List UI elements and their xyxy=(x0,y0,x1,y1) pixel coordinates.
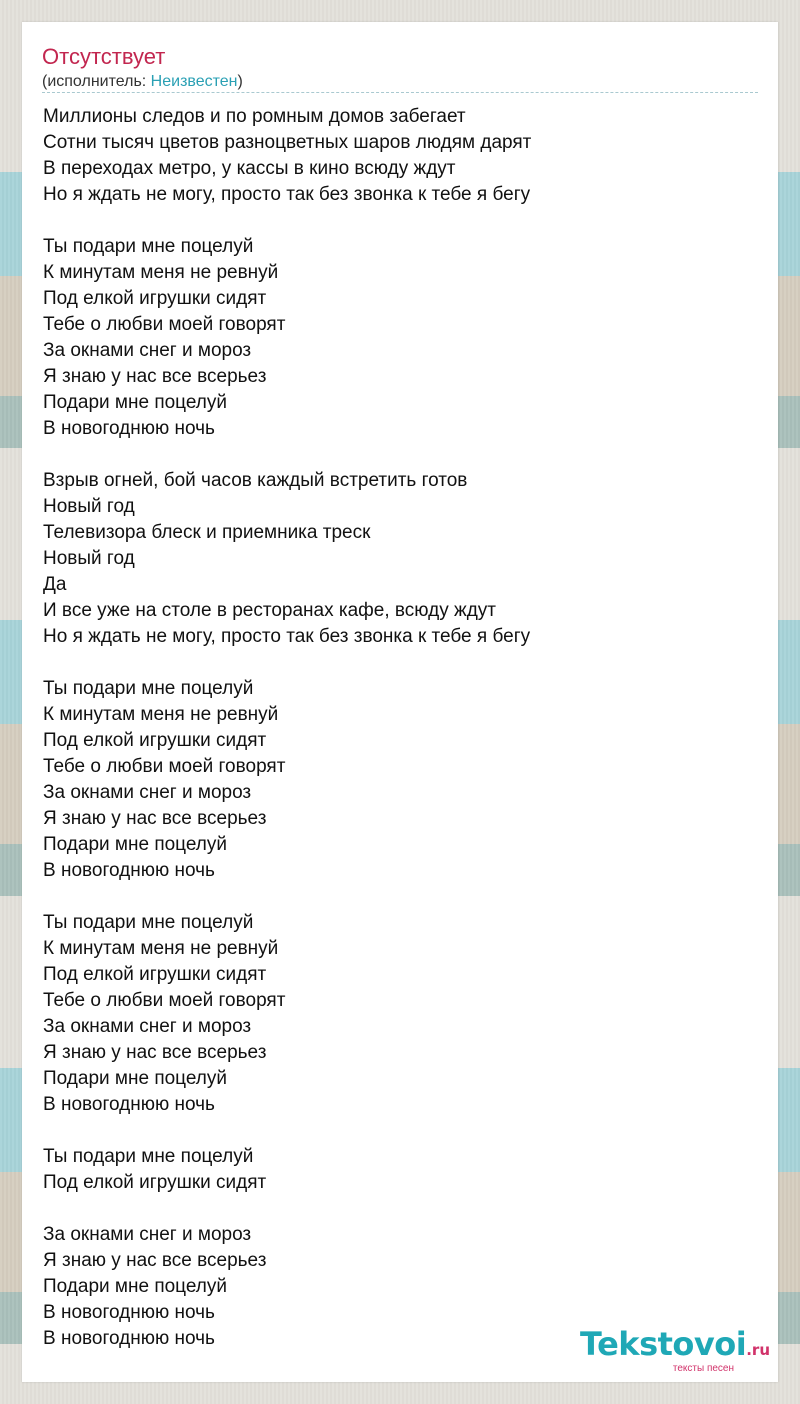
lyrics-line: Подари мне поцелуй xyxy=(43,1068,227,1089)
lyrics-line: Я знаю у нас все всерьез xyxy=(43,366,267,387)
logo-tagline: тексты песен xyxy=(672,1363,734,1374)
lyrics-line: За окнами снег и мороз xyxy=(43,340,252,361)
lyrics-line: Но я ждать не могу, просто так без звонка к тебе я бегу xyxy=(43,184,531,205)
lyrics-line: Подари мне поцелуй xyxy=(43,1276,227,1297)
artist-suffix: ) xyxy=(237,73,243,90)
lyrics-line: Новый год xyxy=(43,548,135,569)
lyrics-line: В новогоднюю ночь xyxy=(43,1094,215,1115)
lyrics-line: Новый год xyxy=(43,496,135,517)
lyrics-line: Сотни тысяч цветов разноцветных шаров людям дарят xyxy=(43,132,532,153)
lyrics-line: За окнами снег и мороз xyxy=(43,1224,252,1245)
lyrics-line: Под елкой игрушки сидят xyxy=(43,1172,267,1193)
lyrics-line: Я знаю у нас все всерьез xyxy=(43,1042,267,1063)
artist-prefix: (исполнитель: xyxy=(42,73,151,90)
lyrics-line: В переходах метро, у кассы в кино всюду ждут xyxy=(43,158,456,179)
lyrics-line: За окнами снег и мороз xyxy=(43,782,252,803)
lyrics-line: Подари мне поцелуй xyxy=(43,392,227,413)
lyrics-line: Тебе о любви моей говорят xyxy=(43,756,286,777)
lyrics-line: Под елкой игрушки сидят xyxy=(43,288,267,309)
lyrics-card xyxy=(22,22,778,1382)
lyrics-line: Телевизора блеск и приемника треск xyxy=(43,522,371,543)
lyrics-line: Взрыв огней, бой часов каждый встретить готов xyxy=(43,470,468,491)
lyrics-line: Ты подари мне поцелуй xyxy=(43,912,254,933)
lyrics-line: В новогоднюю ночь xyxy=(43,418,215,439)
lyrics-blank-line xyxy=(43,650,763,676)
logo-name: Tekstovoi xyxy=(580,1325,747,1363)
lyrics-blank-line xyxy=(43,442,763,468)
lyrics-line: Я знаю у нас все всерьез xyxy=(43,808,267,829)
lyrics-line: Подари мне поцелуй xyxy=(43,834,227,855)
song-title: Отсутствует xyxy=(42,44,166,69)
site-logo[interactable] xyxy=(580,1327,770,1374)
lyrics-line: Тебе о любви моей говорят xyxy=(43,990,286,1011)
lyrics-line: К минутам меня не ревнуй xyxy=(43,938,279,959)
lyrics-blank-line xyxy=(43,884,763,910)
title-divider xyxy=(42,92,758,93)
lyrics-line: И все уже на столе в ресторанах кафе, всюду ждут xyxy=(43,600,497,621)
logo-wordmark xyxy=(580,1327,770,1367)
lyrics-line: В новогоднюю ночь xyxy=(43,1302,215,1323)
lyrics-body xyxy=(43,104,763,1352)
lyrics-line: Под елкой игрушки сидят xyxy=(43,730,267,751)
lyrics-line: К минутам меня не ревнуй xyxy=(43,262,279,283)
lyrics-line: Но я ждать не могу, просто так без звонка к тебе я бегу xyxy=(43,626,531,647)
lyrics-line: Ты подари мне поцелуй xyxy=(43,678,254,699)
lyrics-line: В новогоднюю ночь xyxy=(43,860,215,881)
logo-tld: .ru xyxy=(746,1341,770,1359)
artist-link[interactable]: Неизвестен xyxy=(150,73,238,90)
lyrics-line: Тебе о любви моей говорят xyxy=(43,314,286,335)
lyrics-blank-line xyxy=(43,208,763,234)
lyrics-line: Ты подари мне поцелуй xyxy=(43,236,254,257)
lyrics-line: Ты подари мне поцелуй xyxy=(43,1146,254,1167)
lyrics-line: В новогоднюю ночь xyxy=(43,1328,215,1349)
lyrics-line: Я знаю у нас все всерьез xyxy=(43,1250,267,1271)
lyrics-blank-line xyxy=(43,1196,763,1222)
lyrics-line: За окнами снег и мороз xyxy=(43,1016,252,1037)
artist-line xyxy=(42,72,243,92)
lyrics-line: Под елкой игрушки сидят xyxy=(43,964,267,985)
lyrics-line: К минутам меня не ревнуй xyxy=(43,704,279,725)
lyrics-line: Миллионы следов и по ромным домов забегает xyxy=(43,106,466,127)
lyrics-blank-line xyxy=(43,1118,763,1144)
lyrics-line: Да xyxy=(43,574,67,595)
